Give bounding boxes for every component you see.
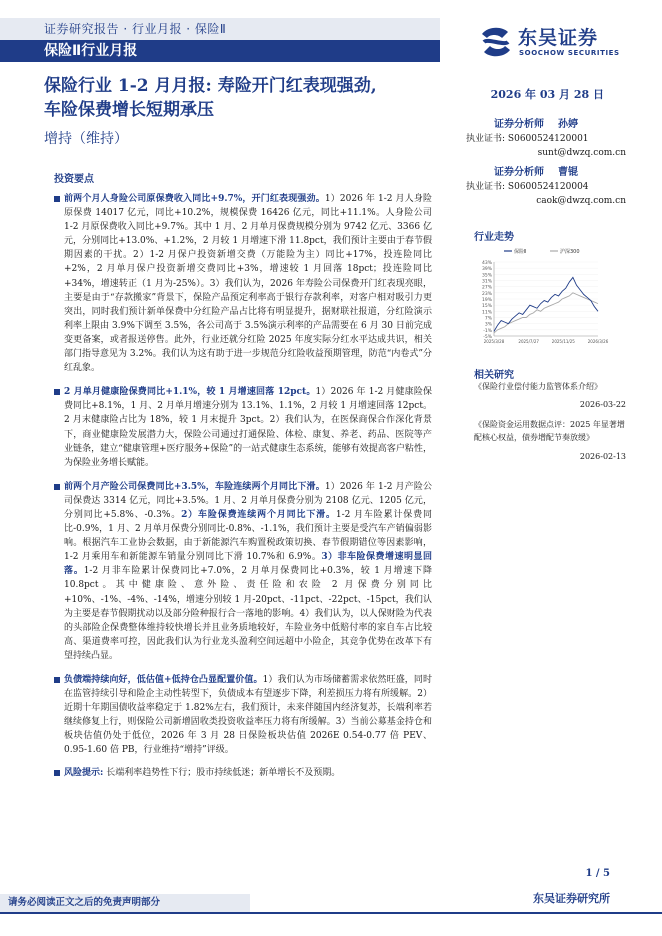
- institute-name: 东吴证券研究所: [533, 892, 610, 905]
- invest-points-heading: 投资要点: [54, 174, 94, 185]
- y-tick-label: 35%: [481, 273, 492, 279]
- bullet-square-icon: [54, 677, 60, 683]
- related-item-2[interactable]: 《保险资金运用数据点评：2025 年显著增配核心权益，债券增配节奏放缓》: [474, 420, 625, 442]
- y-tick-label: 23%: [481, 291, 492, 297]
- analyst-block-1: [466, 118, 626, 160]
- bullet-square-icon: [54, 484, 60, 490]
- main-content: [54, 182, 432, 780]
- company-logo: [478, 22, 628, 62]
- logo-mark-icon: [478, 24, 514, 60]
- report-title-line1: 保险行业 1-2 月月报: 寿险开门红表现强劲,: [44, 76, 377, 96]
- paragraph-risk: 风险提示: 长端利率趋势性下行；股市持续低迷；新单增长不及预期。: [54, 766, 432, 780]
- y-tick-label: 31%: [481, 279, 492, 285]
- logo-name-en: SOOCHOW SECURITIES: [519, 49, 620, 57]
- report-series: 保险Ⅱ行业月报: [0, 40, 440, 62]
- y-tick-label: 27%: [481, 285, 492, 291]
- page-number: 1 / 5: [585, 868, 610, 879]
- x-tick-label: 2025/7/27: [518, 339, 539, 344]
- analyst-cert: 执业证书: S0600524120004: [466, 182, 589, 192]
- legend-label: 沪深300: [560, 249, 580, 255]
- logo-name: 东吴证券: [518, 27, 599, 49]
- related-date-1: 2026-03-22: [579, 400, 626, 409]
- paragraph-life-insurance: 前两个月人身险公司原保费收入同比+9.7%，开门红表现强劲。1）2026 年 1-2 月人身险原保费 14017 亿元，同比+10.2%，规模保费 16426 亿元，同比+11.1%。人身险公司 1-2 月原保费收入同比+9.7%。其中 1 月、2 月单月保费规模分别为 9742 亿元、3366 亿元，分别同比+13.0%、+1.2%，2 月较 1 月增速下滑 11.8pct，我们预计主要由于春节假期因素的干扰。2）1-2 月保户投资新增交费（万能险为主）同比+17%，投连险同比+2%，2 月单月保户投资新增交费同比+3%，增速较 1 月回落 18pct；投连险同比+34%，增速转正（1 月为-25%）。3）我们认为，2026 年寿险公司保费开门红表现亮眼，主要是由于“存款搬家”背景下，保险产品预定利率高于银行存款利率，对客户相对吸引力更突出，同时我们预计新单保费中分红险产品占比将有明显提升，据财联社报道，分红险演示利率上限由 3.9%下调至 3.5%，各公司高于 3.5%演示利率的产品需要在 6 月 30 日前完成变更备案，或者报送停售。此外，行业还就分红险 2025 年度实际分红水平达成共识，相关部门指导意见为 3.2%。我们认为这有助于进一步规范分红险收益预期管理，防范“内卷式”分红乱象。: [54, 192, 432, 375]
- x-tick-label: 2026/3/26: [587, 339, 609, 344]
- y-tick-label: 43%: [481, 261, 492, 266]
- bullet-square-icon: [54, 196, 60, 202]
- paragraph-property-insurance: 前两个月产险公司保费同比+3.5%，车险连续两个月同比下滑。1）2026 年 1-2 月产险公司保费达 3314 亿元，同比+3.5%。1 月、2 月单月保费分别为 2108 亿元、1205 亿元，分别同比+5.8%、-0.3%。2）车险保费连续两个月同比下滑。1-2 月车险累计保费同比-0.9%，1 月、2 月单月保费分别同比-0.8%、-1.1%，我们预计主要是受汽车产销偏弱影响。根据汽车工业协会数据，由于新能源汽车购置税政策切换、春节假期错位等因素影响，1-2 月乘用车和新能源车销量分别同比下滑 10.7%和 6.9%。3）非车险保费增速明显回落。1-2 月非车险累计保费同比+7.0%，2 月单月保费同比+0.3%，较 1 月增速下降 10.8pct。其中健康险、意外险、责任险和农险 2 月保费分别同比+10%、-1%、-4%、-14%，增速分别较 1 月-20pct、-11pct、-22pct、-15pct，我们认为主要是春节假期扰动以及部分险种报行合一落地的影响。4）我们认为，以人保财险为代表的头部险企保费整体维持较快增长并且业务质地较好，车险业务中低赔付率的家自车占比较高、渠道费率可控，因此我们认为行业龙头盈利空间远超中小险企，其竞争优势在改革下有望持续凸显。: [54, 480, 432, 663]
- analyst-name: 孙婷: [558, 119, 578, 130]
- rating: 增持（维持）: [44, 131, 128, 147]
- y-tick-label: 39%: [481, 267, 492, 273]
- related-heading: 相关研究: [474, 370, 514, 381]
- trend-heading: 行业走势: [474, 232, 514, 243]
- y-tick-label: 7%: [484, 316, 492, 322]
- paragraph-valuation: 负债端持续向好，低估值+低持仓凸显配置价值。1）我们认为市场储蓄需求依然旺盛，同时在监管持续引导和险企主动性转型下，负债成本有望逐步下降，利差损压力将有所缓解。2）近期十年期国债收益率稳定于 1.82%左右，我们预计，未来伴随国内经济复苏，长端利率若继续修复上行，则保险公司新增固收类投资收益率压力将有所缓解。3）当前公募基金持仓和板块估值仍处于低位，2026 年 3 月 28 日保险板块估值 2026E 0.54-0.77 倍 PEV、0.95-1.60 倍 PB，行业维持“增持”评级。: [54, 673, 432, 758]
- report-date: 2026 年 03 月 28 日: [490, 88, 604, 101]
- analyst-role: 证券分析师 孙婷: [494, 119, 578, 130]
- x-tick-label: 2025/3/28: [483, 339, 505, 344]
- y-tick-label: 11%: [481, 310, 492, 316]
- y-tick-label: -1%: [483, 328, 492, 334]
- header-band: [0, 18, 440, 62]
- y-tick-label: -5%: [483, 335, 492, 340]
- analyst-email[interactable]: sunt@dwzq.com.cn: [537, 148, 626, 158]
- analyst-email[interactable]: caok@dwzq.com.cn: [536, 196, 626, 206]
- analyst-role: 证券分析师 曹锟: [494, 167, 578, 178]
- related-item-1[interactable]: 《保险行业偿付能力监管体系介绍》: [474, 382, 602, 391]
- x-tick-label: 2025/11/25: [551, 339, 575, 344]
- analyst-cert: 执业证书: S0600524120001: [466, 134, 589, 144]
- paragraph-health-insurance: 2 月单月健康险保费同比+1.1%，较 1 月增速回落 12pct。1）2026 年 1-2 月健康险保费同比+8.1%，1 月、2 月单月增速分别为 13.1%、1.1%，2 月较 1 月增速回落 12pct。2 月末健康险占比为 18%，较 1 月末提升 3pct。2）我们认为，在医保商保合作深化背景下，商业健康险发展潜力大，保险公司通过打通保险、体检、康复、养老、药品、医院等产业链条，建立“健康管理+医疗服务+保险”的一站式健康生态系统，能够有效提高客户粘性，为保险业务增长赋能。: [54, 385, 432, 470]
- disclaimer-note: 请务必阅读正文之后的免责声明部分: [0, 894, 250, 912]
- report-title: [44, 74, 454, 122]
- bullet-square-icon: [54, 770, 60, 776]
- analyst-name: 曹锟: [558, 167, 578, 178]
- trend-chart: [474, 244, 609, 350]
- related-date-2: 2026-02-13: [579, 452, 626, 461]
- bullet-square-icon: [54, 389, 60, 395]
- breadcrumb: 证券研究报告 · 行业月报 · 保险Ⅱ: [0, 18, 440, 40]
- report-title-line2: 车险保费增长短期承压: [44, 100, 214, 120]
- y-tick-label: 15%: [481, 304, 492, 310]
- y-tick-label: 19%: [481, 298, 492, 303]
- y-tick-label: 3%: [484, 322, 492, 328]
- legend-label: 保险Ⅱ: [514, 249, 527, 255]
- footer-rule: [0, 912, 662, 914]
- analyst-block-2: [466, 166, 626, 208]
